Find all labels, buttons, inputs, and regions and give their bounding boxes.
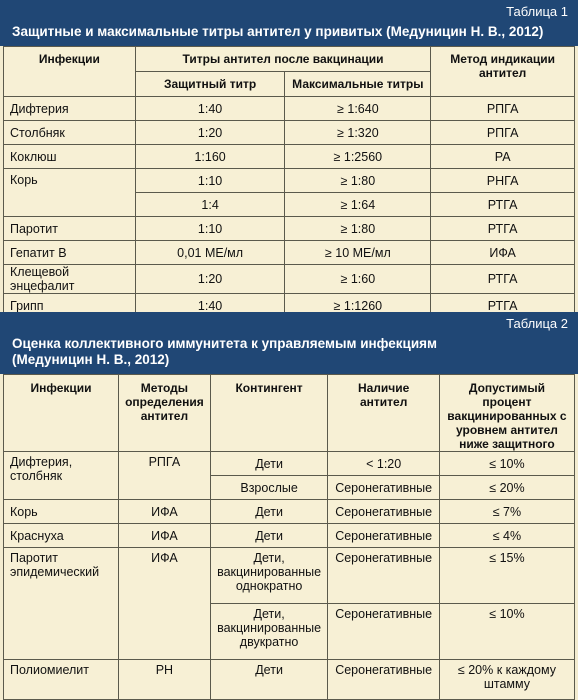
- table-1-header-maximal: Максимальные титры: [285, 72, 431, 97]
- table-2-cell-infection: Корь: [4, 500, 119, 524]
- table-2-header: [0, 312, 578, 374]
- table-1-cell-maximal: ≥ 1:80: [285, 217, 431, 241]
- table-1-cell-method: РТГА: [431, 265, 575, 294]
- table-1-cell-maximal: ≥ 1:64: [285, 193, 431, 217]
- table-1-cell-method: РТГА: [431, 294, 575, 318]
- table-2-cell-antibodies: < 1:20: [328, 452, 439, 476]
- table-2-cell-percent: ≤ 4%: [439, 524, 574, 548]
- table-1-cell-maximal: ≥ 1:640: [285, 97, 431, 121]
- table-2-cell-infection: Паротит эпидемический: [4, 548, 119, 660]
- table-2-cell-antibodies: Серонегативные: [328, 476, 439, 500]
- table-row: [4, 265, 575, 294]
- table-2-header-antibodies: Наличие антител: [328, 375, 439, 452]
- table-row: [4, 145, 575, 169]
- table-2-cell-method: РН: [119, 660, 211, 700]
- table-1-header-protective: Защитный титр: [135, 72, 285, 97]
- table-1-number: Таблица 1: [506, 4, 568, 19]
- table-1: [3, 46, 575, 318]
- table-2-cell-percent: ≤ 20% к каждому штамму: [439, 660, 574, 700]
- table-1-block: [0, 0, 578, 318]
- table-row: [4, 121, 575, 145]
- table-2-header-contingent: Контингент: [210, 375, 328, 452]
- table-1-cell-maximal: ≥ 1:60: [285, 265, 431, 294]
- table-2-cell-antibodies: Серонегативные: [328, 548, 439, 604]
- table-1-title: Защитные и максимальные титры антител у привитых (Медуницин Н. В., 2012): [12, 24, 544, 39]
- table-2-cell-method: ИФА: [119, 500, 211, 524]
- table-2-cell-contingent: Дети: [210, 660, 328, 700]
- table-1-cell-maximal: ≥ 10 МЕ/мл: [285, 241, 431, 265]
- table-1-cell-protective: 1:10: [135, 217, 285, 241]
- table-1-cell-maximal: ≥ 1:320: [285, 121, 431, 145]
- table-2-cell-percent: ≤ 7%: [439, 500, 574, 524]
- table-1-cell-maximal: ≥ 1:80: [285, 169, 431, 193]
- table-1-cell-method: ИФА: [431, 241, 575, 265]
- table-2-title: [12, 336, 437, 368]
- table-2-number: Таблица 2: [506, 316, 568, 331]
- table-2-cell-contingent: Дети: [210, 524, 328, 548]
- table-row: [4, 217, 575, 241]
- table-2-cell-percent: ≤ 10%: [439, 452, 574, 476]
- table-1-cell-infection: Грипп: [4, 294, 136, 318]
- table-row: [4, 548, 575, 604]
- table-2-cell-percent: ≤ 10%: [439, 604, 574, 660]
- table-2-cell-antibodies: Серонегативные: [328, 604, 439, 660]
- table-row: [4, 452, 575, 476]
- table-row: [4, 241, 575, 265]
- table-1-header: [0, 0, 578, 46]
- table-1-cell-method: РТГА: [431, 217, 575, 241]
- table-2-title-line-2: (Медуницин Н. В., 2012): [12, 352, 170, 367]
- table-1-cell-method: РПГА: [431, 97, 575, 121]
- table-2-cell-method: ИФА: [119, 524, 211, 548]
- table-2-header-infection: Инфекции: [4, 375, 119, 452]
- table-1-cell-infection: Корь: [4, 169, 136, 217]
- table-row: [4, 524, 575, 548]
- table-row: [4, 97, 575, 121]
- table-1-header-infection: Инфекции: [4, 47, 136, 97]
- table-1-cell-infection: Паротит: [4, 217, 136, 241]
- table-2-cell-antibodies: Серонегативные: [328, 500, 439, 524]
- table-2-cell-contingent: Дети: [210, 500, 328, 524]
- table-2-header-percent: Допустимый процент вакцинированных с уровнем антител ниже защитного: [439, 375, 574, 452]
- table-2-cell-contingent: Дети, вакцинированные однократно: [210, 548, 328, 604]
- table-2-cell-contingent: Дети, вакцинированные двукратно: [210, 604, 328, 660]
- table-2-title-line-1: Оценка коллективного иммунитета к управляемым инфекциям: [12, 336, 438, 351]
- table-1-cell-method: РТГА: [431, 193, 575, 217]
- table-1-cell-method: РА: [431, 145, 575, 169]
- table-1-cell-protective: 1:40: [135, 97, 285, 121]
- table-1-cell-protective: 1:4: [135, 193, 285, 217]
- table-2-cell-infection: Дифтерия, столбняк: [4, 452, 119, 500]
- table-1-cell-infection: Гепатит В: [4, 241, 136, 265]
- table-1-header-method: Метод индикации антител: [431, 47, 575, 97]
- table-1-cell-protective: 1:160: [135, 145, 285, 169]
- table-2: [3, 374, 575, 700]
- table-row: [4, 169, 575, 193]
- table-1-cell-maximal: ≥ 1:1260: [285, 294, 431, 318]
- table-1-cell-infection: Клещевой энцефалит: [4, 265, 136, 294]
- table-1-cell-protective: 1:40: [135, 294, 285, 318]
- table-2-cell-method: РПГА: [119, 452, 211, 500]
- table-1-cell-protective: 1:10: [135, 169, 285, 193]
- table-2-block: [0, 312, 578, 700]
- table-1-header-titers: Титры антител после вакцинации: [135, 47, 430, 72]
- table-2-cell-contingent: Взрослые: [210, 476, 328, 500]
- table-1-cell-method: РНГА: [431, 169, 575, 193]
- table-1-cell-maximal: ≥ 1:2560: [285, 145, 431, 169]
- table-1-cell-infection: Столбняк: [4, 121, 136, 145]
- table-2-cell-infection: Полиомиелит: [4, 660, 119, 700]
- table-2-header-methods: Методы определения антител: [119, 375, 211, 452]
- table-1-cell-protective: 1:20: [135, 121, 285, 145]
- table-1-cell-method: РПГА: [431, 121, 575, 145]
- table-2-cell-percent: ≤ 15%: [439, 548, 574, 604]
- table-1-cell-infection: Коклюш: [4, 145, 136, 169]
- table-2-cell-percent: ≤ 20%: [439, 476, 574, 500]
- table-row: [4, 660, 575, 700]
- table-2-cell-antibodies: Серонегативные: [328, 524, 439, 548]
- table-1-cell-protective: 0,01 МЕ/мл: [135, 241, 285, 265]
- table-1-cell-protective: 1:20: [135, 265, 285, 294]
- table-1-cell-infection: Дифтерия: [4, 97, 136, 121]
- table-2-cell-contingent: Дети: [210, 452, 328, 476]
- table-2-cell-antibodies: Серонегативные: [328, 660, 439, 700]
- table-2-cell-method: ИФА: [119, 548, 211, 660]
- table-2-cell-infection: Краснуха: [4, 524, 119, 548]
- table-row: [4, 500, 575, 524]
